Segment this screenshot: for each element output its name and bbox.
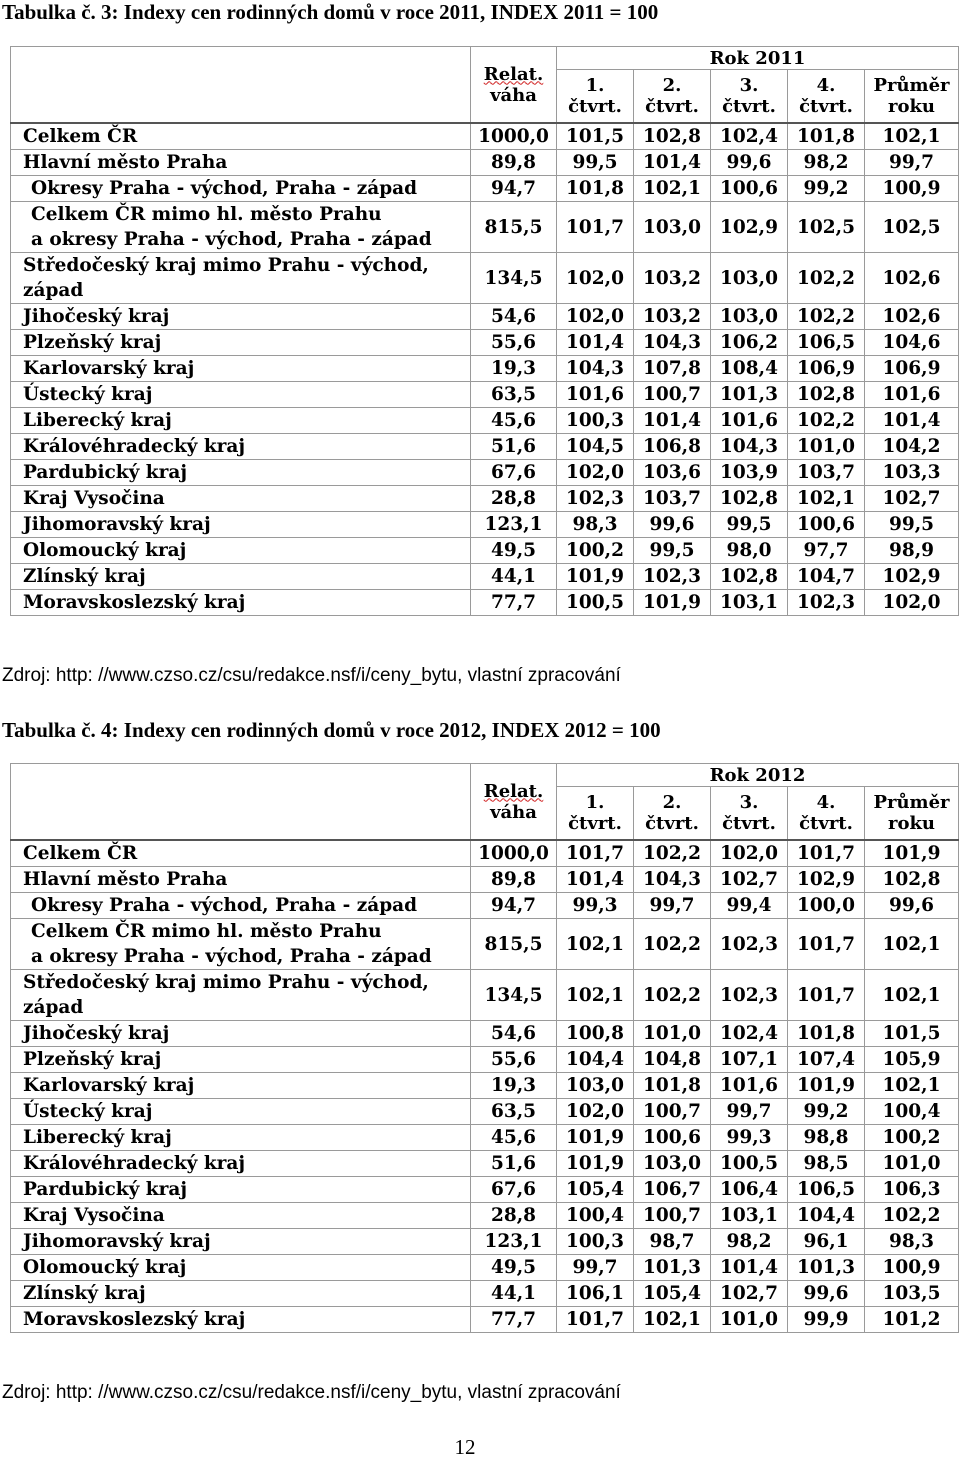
region-name: Královéhradecký kraj	[11, 1151, 471, 1177]
weight-cell: 123,1	[471, 1229, 557, 1255]
source-note: Zdroj: http: //www.czso.cz/csu/redakce.nsf/i/ceny_bytu, vlastní zpracování	[2, 665, 621, 686]
quarter-header: 3. čtvrt.	[711, 70, 788, 124]
index-cell: 106,3	[865, 1177, 959, 1203]
index-cell: 102,2	[634, 840, 711, 867]
weight-cell: 63,5	[471, 1099, 557, 1125]
index-cell: 101,7	[557, 1307, 634, 1333]
index-cell: 103,2	[634, 304, 711, 330]
index-cell: 99,9	[788, 1307, 865, 1333]
index-cell: 103,0	[634, 202, 711, 253]
index-cell: 99,5	[557, 150, 634, 176]
weight-cell: 815,5	[471, 202, 557, 253]
index-cell: 101,4	[557, 330, 634, 356]
index-cell: 101,7	[788, 970, 865, 1021]
index-cell: 97,7	[788, 538, 865, 564]
index-cell: 101,9	[634, 590, 711, 616]
index-cell: 106,1	[557, 1281, 634, 1307]
region-name: Hlavní město Praha	[11, 867, 471, 893]
quarter-header: 1. čtvrt.	[557, 787, 634, 841]
index-cell: 104,7	[788, 564, 865, 590]
index-cell: 102,3	[788, 590, 865, 616]
table-row	[11, 382, 959, 408]
region-name: Kraj Vysočina	[11, 1203, 471, 1229]
table-row	[11, 176, 959, 202]
table-row	[11, 512, 959, 538]
index-cell: 99,3	[711, 1125, 788, 1151]
weight-cell: 94,7	[471, 893, 557, 919]
region-name: Celkem ČR	[11, 123, 471, 150]
index-cell: 98,9	[865, 538, 959, 564]
index-cell: 98,2	[711, 1229, 788, 1255]
index-cell: 102,0	[865, 590, 959, 616]
index-cell: 98,5	[788, 1151, 865, 1177]
table-row	[11, 150, 959, 176]
table-row	[11, 970, 959, 1021]
index-cell: 102,2	[788, 304, 865, 330]
weight-cell: 28,8	[471, 486, 557, 512]
index-cell: 99,6	[865, 893, 959, 919]
weight-cell: 45,6	[471, 1125, 557, 1151]
index-cell: 99,5	[634, 538, 711, 564]
index-cell: 100,3	[557, 1229, 634, 1255]
table-row	[11, 460, 959, 486]
index-cell: 103,2	[634, 253, 711, 304]
region-name: Moravskoslezský kraj	[11, 1307, 471, 1333]
index-cell: 102,8	[634, 123, 711, 150]
index-cell: 101,6	[711, 1073, 788, 1099]
index-cell: 102,8	[865, 867, 959, 893]
index-cell: 101,4	[711, 1255, 788, 1281]
index-cell: 104,2	[865, 434, 959, 460]
table-caption: Tabulka č. 3: Indexy cen rodinných domů v roce 2011, INDEX 2011 = 100	[2, 0, 659, 24]
index-cell: 102,4	[711, 123, 788, 150]
index-cell: 102,2	[634, 919, 711, 970]
quarter-header: 4. čtvrt.	[788, 70, 865, 124]
index-cell: 104,3	[557, 356, 634, 382]
table-row	[11, 1021, 959, 1047]
weight-cell: 55,6	[471, 1047, 557, 1073]
region-name: Olomoucký kraj	[11, 538, 471, 564]
index-cell: 104,3	[634, 867, 711, 893]
table-row	[11, 356, 959, 382]
index-cell: 99,3	[557, 893, 634, 919]
table-row	[11, 1047, 959, 1073]
index-cell: 100,3	[557, 408, 634, 434]
weight-cell: 63,5	[471, 382, 557, 408]
table-row	[11, 202, 959, 253]
table-row	[11, 1073, 959, 1099]
region-name: Celkem ČR mimo hl. město Prahu a okresy Praha - východ, Praha - západ	[11, 919, 471, 970]
weight-cell: 1000,0	[471, 840, 557, 867]
price-index-table-2012	[10, 763, 959, 1333]
index-cell: 102,7	[711, 867, 788, 893]
region-name: Středočeský kraj mimo Prahu - východ, západ	[11, 970, 471, 1021]
index-cell: 102,9	[711, 202, 788, 253]
index-cell: 99,5	[865, 512, 959, 538]
index-cell: 102,1	[788, 486, 865, 512]
region-name: Jihočeský kraj	[11, 304, 471, 330]
weight-cell: 134,5	[471, 970, 557, 1021]
weight-cell: 44,1	[471, 1281, 557, 1307]
weight-cell: 67,6	[471, 1177, 557, 1203]
table-row	[11, 1281, 959, 1307]
index-cell: 102,3	[557, 486, 634, 512]
index-cell: 106,4	[711, 1177, 788, 1203]
index-cell: 101,8	[788, 123, 865, 150]
weight-cell: 77,7	[471, 1307, 557, 1333]
table-row	[11, 564, 959, 590]
index-cell: 101,0	[788, 434, 865, 460]
table-row	[11, 1125, 959, 1151]
region-name: Celkem ČR mimo hl. město Prahu a okresy Praha - východ, Praha - západ	[11, 202, 471, 253]
index-cell: 100,9	[865, 1255, 959, 1281]
region-name: Pardubický kraj	[11, 460, 471, 486]
table-row	[11, 1177, 959, 1203]
quarter-header: 2. čtvrt.	[634, 70, 711, 124]
weight-cell: 815,5	[471, 919, 557, 970]
weight-cell: 123,1	[471, 512, 557, 538]
weight-cell: 49,5	[471, 538, 557, 564]
index-cell: 106,9	[865, 356, 959, 382]
weight-cell: 67,6	[471, 460, 557, 486]
index-cell: 104,5	[557, 434, 634, 460]
weight-cell: 44,1	[471, 564, 557, 590]
region-name: Středočeský kraj mimo Prahu - východ, západ	[11, 253, 471, 304]
index-cell: 102,1	[634, 176, 711, 202]
index-cell: 98,3	[865, 1229, 959, 1255]
index-cell: 98,8	[788, 1125, 865, 1151]
index-cell: 99,5	[711, 512, 788, 538]
weight-header: Relat. váha	[471, 764, 557, 841]
header-blank-cell	[11, 764, 471, 841]
quarter-header: 3. čtvrt.	[711, 787, 788, 841]
index-cell: 103,0	[711, 304, 788, 330]
region-name: Karlovarský kraj	[11, 1073, 471, 1099]
index-cell: 101,8	[557, 176, 634, 202]
table-row	[11, 1203, 959, 1229]
index-cell: 99,7	[557, 1255, 634, 1281]
region-name: Celkem ČR	[11, 840, 471, 867]
index-cell: 99,6	[634, 512, 711, 538]
index-cell: 99,6	[788, 1281, 865, 1307]
page-number: 12	[454, 1435, 476, 1459]
region-name: Zlínský kraj	[11, 564, 471, 590]
index-cell: 103,3	[865, 460, 959, 486]
index-cell: 101,6	[557, 382, 634, 408]
region-name: Okresy Praha - východ, Praha - západ	[11, 893, 471, 919]
weight-header: Relat. váha	[471, 47, 557, 124]
table-row	[11, 1307, 959, 1333]
index-cell: 99,7	[865, 150, 959, 176]
quarter-header: 4. čtvrt.	[788, 787, 865, 841]
index-cell: 104,4	[788, 1203, 865, 1229]
index-cell: 100,6	[711, 176, 788, 202]
index-cell: 102,6	[865, 253, 959, 304]
index-cell: 102,7	[865, 486, 959, 512]
index-cell: 100,8	[557, 1021, 634, 1047]
index-cell: 103,9	[711, 460, 788, 486]
index-cell: 100,2	[557, 538, 634, 564]
index-cell: 99,7	[711, 1099, 788, 1125]
index-cell: 100,5	[711, 1151, 788, 1177]
index-cell: 99,2	[788, 1099, 865, 1125]
index-cell: 101,6	[711, 408, 788, 434]
index-cell: 103,5	[865, 1281, 959, 1307]
index-cell: 102,1	[865, 123, 959, 150]
index-cell: 107,8	[634, 356, 711, 382]
index-cell: 102,8	[788, 382, 865, 408]
index-cell: 101,7	[557, 202, 634, 253]
index-cell: 102,2	[788, 253, 865, 304]
index-cell: 100,7	[634, 382, 711, 408]
year-header: Rok 2011	[557, 47, 959, 70]
weight-cell: 54,6	[471, 304, 557, 330]
region-name: Plzeňský kraj	[11, 1047, 471, 1073]
quarter-header: Průměr roku	[865, 787, 959, 841]
index-cell: 101,4	[634, 150, 711, 176]
index-cell: 101,5	[865, 1021, 959, 1047]
index-cell: 106,5	[788, 330, 865, 356]
index-cell: 100,4	[865, 1099, 959, 1125]
index-cell: 105,4	[557, 1177, 634, 1203]
index-cell: 102,5	[788, 202, 865, 253]
table-row	[11, 330, 959, 356]
region-name: Moravskoslezský kraj	[11, 590, 471, 616]
index-cell: 100,4	[557, 1203, 634, 1229]
price-index-table-2011	[10, 46, 959, 616]
index-cell: 101,8	[788, 1021, 865, 1047]
table-row	[11, 1099, 959, 1125]
index-cell: 101,4	[634, 408, 711, 434]
index-cell: 103,0	[634, 1151, 711, 1177]
weight-cell: 28,8	[471, 1203, 557, 1229]
index-cell: 102,6	[865, 304, 959, 330]
index-cell: 103,1	[711, 590, 788, 616]
table-row	[11, 1229, 959, 1255]
index-cell: 106,8	[634, 434, 711, 460]
index-cell: 108,4	[711, 356, 788, 382]
index-cell: 102,0	[557, 304, 634, 330]
index-cell: 100,9	[865, 176, 959, 202]
index-cell: 100,6	[634, 1125, 711, 1151]
index-cell: 102,0	[557, 460, 634, 486]
index-cell: 101,3	[634, 1255, 711, 1281]
index-cell: 101,3	[711, 382, 788, 408]
index-cell: 96,1	[788, 1229, 865, 1255]
index-cell: 103,1	[711, 1203, 788, 1229]
index-cell: 99,7	[634, 893, 711, 919]
index-cell: 102,2	[788, 408, 865, 434]
region-name: Královéhradecký kraj	[11, 434, 471, 460]
region-name: Jihomoravský kraj	[11, 1229, 471, 1255]
index-cell: 101,9	[557, 1151, 634, 1177]
region-name: Zlínský kraj	[11, 1281, 471, 1307]
index-cell: 101,7	[788, 840, 865, 867]
index-cell: 101,3	[788, 1255, 865, 1281]
index-cell: 102,3	[711, 919, 788, 970]
table-row	[11, 919, 959, 970]
weight-cell: 1000,0	[471, 123, 557, 150]
index-cell: 98,2	[788, 150, 865, 176]
region-name: Plzeňský kraj	[11, 330, 471, 356]
region-name: Okresy Praha - východ, Praha - západ	[11, 176, 471, 202]
weight-cell: 51,6	[471, 434, 557, 460]
index-cell: 102,1	[557, 970, 634, 1021]
index-cell: 107,1	[711, 1047, 788, 1073]
table-row	[11, 867, 959, 893]
index-cell: 101,8	[634, 1073, 711, 1099]
index-cell: 101,0	[711, 1307, 788, 1333]
table-row	[11, 408, 959, 434]
index-cell: 100,5	[557, 590, 634, 616]
index-cell: 100,2	[865, 1125, 959, 1151]
index-cell: 99,6	[711, 150, 788, 176]
index-cell: 101,6	[865, 382, 959, 408]
index-cell: 99,4	[711, 893, 788, 919]
weight-cell: 54,6	[471, 1021, 557, 1047]
weight-cell: 77,7	[471, 590, 557, 616]
index-cell: 102,0	[557, 253, 634, 304]
index-cell: 107,4	[788, 1047, 865, 1073]
table-row	[11, 253, 959, 304]
index-cell: 101,0	[865, 1151, 959, 1177]
index-cell: 102,1	[865, 919, 959, 970]
index-cell: 102,2	[865, 1203, 959, 1229]
weight-cell: 94,7	[471, 176, 557, 202]
index-cell: 103,0	[711, 253, 788, 304]
index-cell: 100,6	[788, 512, 865, 538]
table-row	[11, 486, 959, 512]
index-cell: 101,7	[788, 919, 865, 970]
table-row	[11, 840, 959, 867]
index-cell: 103,7	[634, 486, 711, 512]
index-cell: 102,9	[865, 564, 959, 590]
table-row	[11, 434, 959, 460]
index-cell: 102,1	[865, 970, 959, 1021]
table-row	[11, 123, 959, 150]
quarter-header: 1. čtvrt.	[557, 70, 634, 124]
weight-cell: 55,6	[471, 330, 557, 356]
region-name: Ústecký kraj	[11, 382, 471, 408]
index-cell: 102,0	[557, 1099, 634, 1125]
quarter-header: 2. čtvrt.	[634, 787, 711, 841]
index-cell: 101,9	[557, 564, 634, 590]
index-cell: 105,9	[865, 1047, 959, 1073]
index-cell: 104,8	[634, 1047, 711, 1073]
index-cell: 101,9	[788, 1073, 865, 1099]
index-cell: 100,0	[788, 893, 865, 919]
table-row	[11, 1255, 959, 1281]
region-name: Pardubický kraj	[11, 1177, 471, 1203]
region-name: Karlovarský kraj	[11, 356, 471, 382]
index-cell: 103,6	[634, 460, 711, 486]
index-cell: 101,9	[557, 1125, 634, 1151]
quarter-header: Průměr roku	[865, 70, 959, 124]
index-cell: 102,4	[711, 1021, 788, 1047]
source-note: Zdroj: http: //www.czso.cz/csu/redakce.nsf/i/ceny_bytu, vlastní zpracování	[2, 1382, 621, 1403]
region-name: Ústecký kraj	[11, 1099, 471, 1125]
index-cell: 104,3	[711, 434, 788, 460]
weight-cell: 51,6	[471, 1151, 557, 1177]
index-cell: 102,9	[788, 867, 865, 893]
region-name: Liberecký kraj	[11, 408, 471, 434]
table-caption: Tabulka č. 4: Indexy cen rodinných domů v roce 2012, INDEX 2012 = 100	[2, 718, 661, 742]
index-cell: 102,8	[711, 486, 788, 512]
index-cell: 99,2	[788, 176, 865, 202]
index-cell: 102,7	[711, 1281, 788, 1307]
region-name: Jihočeský kraj	[11, 1021, 471, 1047]
table-row	[11, 1151, 959, 1177]
weight-cell: 19,3	[471, 356, 557, 382]
index-cell: 106,7	[634, 1177, 711, 1203]
index-cell: 104,4	[557, 1047, 634, 1073]
index-cell: 100,7	[634, 1099, 711, 1125]
region-name: Jihomoravský kraj	[11, 512, 471, 538]
region-name: Olomoucký kraj	[11, 1255, 471, 1281]
index-cell: 102,0	[711, 840, 788, 867]
region-name: Liberecký kraj	[11, 1125, 471, 1151]
index-cell: 102,5	[865, 202, 959, 253]
index-cell: 98,3	[557, 512, 634, 538]
index-cell: 101,4	[557, 867, 634, 893]
index-cell: 101,4	[865, 408, 959, 434]
index-cell: 104,3	[634, 330, 711, 356]
index-cell: 105,4	[634, 1281, 711, 1307]
index-cell: 102,2	[634, 970, 711, 1021]
index-cell: 100,7	[634, 1203, 711, 1229]
index-cell: 106,2	[711, 330, 788, 356]
weight-cell: 45,6	[471, 408, 557, 434]
index-cell: 106,5	[788, 1177, 865, 1203]
index-cell: 106,9	[788, 356, 865, 382]
weight-cell: 49,5	[471, 1255, 557, 1281]
index-cell: 101,9	[865, 840, 959, 867]
index-cell: 102,1	[557, 919, 634, 970]
index-cell: 102,1	[634, 1307, 711, 1333]
index-cell: 101,5	[557, 123, 634, 150]
index-cell: 101,7	[557, 840, 634, 867]
weight-cell: 89,8	[471, 867, 557, 893]
index-cell: 101,0	[634, 1021, 711, 1047]
index-cell: 102,3	[634, 564, 711, 590]
index-cell: 102,1	[865, 1073, 959, 1099]
table-row	[11, 538, 959, 564]
index-cell: 101,2	[865, 1307, 959, 1333]
year-header: Rok 2012	[557, 764, 959, 787]
index-cell: 98,7	[634, 1229, 711, 1255]
region-name: Kraj Vysočina	[11, 486, 471, 512]
weight-cell: 19,3	[471, 1073, 557, 1099]
index-cell: 103,7	[788, 460, 865, 486]
index-cell: 102,3	[711, 970, 788, 1021]
index-cell: 104,6	[865, 330, 959, 356]
index-cell: 103,0	[557, 1073, 634, 1099]
table-row	[11, 893, 959, 919]
index-cell: 102,8	[711, 564, 788, 590]
header-blank-cell	[11, 47, 471, 124]
index-cell: 98,0	[711, 538, 788, 564]
weight-cell: 134,5	[471, 253, 557, 304]
weight-cell: 89,8	[471, 150, 557, 176]
table-row	[11, 590, 959, 616]
region-name: Hlavní město Praha	[11, 150, 471, 176]
table-row	[11, 304, 959, 330]
